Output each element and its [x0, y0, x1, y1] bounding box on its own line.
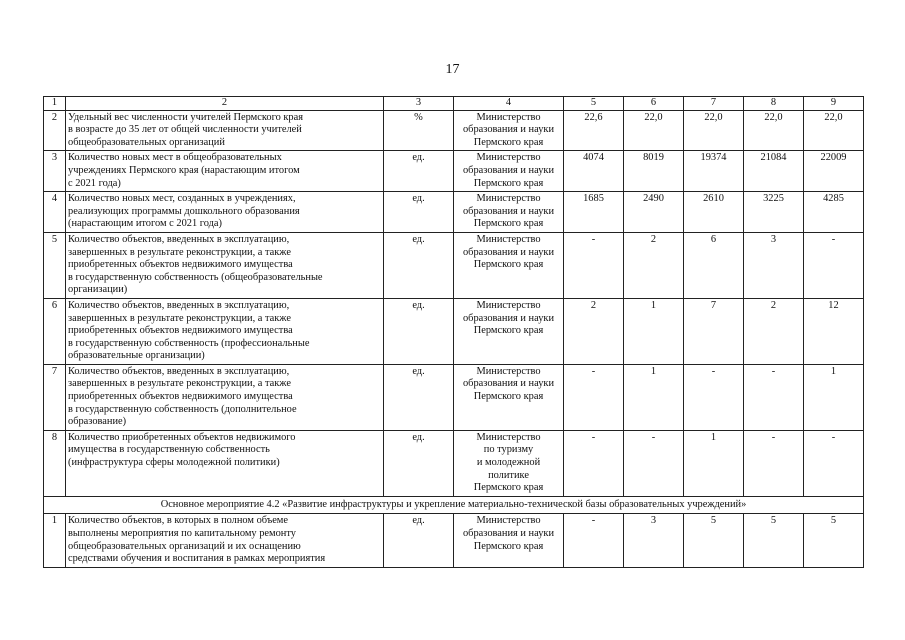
column-header: 4	[454, 97, 564, 111]
row-number: 5	[44, 232, 66, 298]
year-value-cell: -	[804, 430, 864, 496]
column-header: 7	[684, 97, 744, 111]
year-value-cell: 8019	[624, 151, 684, 192]
indicator-name-line: общеобразовательных организаций и их оснащению	[68, 540, 301, 552]
executor-line: Министерство	[476, 193, 541, 205]
year-value-cell: -	[564, 514, 624, 567]
indicator-name-line: реализующих программы дошкольного образования	[68, 205, 300, 217]
table-row	[44, 364, 864, 430]
year-value-cell: -	[684, 364, 744, 430]
year-value-cell: -	[624, 430, 684, 496]
executor-line: Пермского края	[473, 136, 544, 148]
executor-line: Пермского края	[473, 391, 544, 403]
indicator-name-line: Количество новых мест, созданных в учреждениях,	[68, 193, 296, 205]
year-value-cell: 3	[624, 514, 684, 567]
indicator-name-line: в возрасте до 35 лет от общей численности учителей	[68, 124, 302, 136]
indicator-name-line: организации)	[68, 284, 128, 296]
indicator-name	[66, 514, 384, 567]
year-value-cell: 4074	[564, 151, 624, 192]
indicator-name	[66, 192, 384, 233]
indicator-name-line: средствами обучения и воспитания в рамках мероприятия	[68, 553, 326, 565]
indicator-name	[66, 298, 384, 364]
year-value-cell: 22,0	[624, 110, 684, 151]
table-row	[44, 110, 864, 151]
column-header: 5	[564, 97, 624, 111]
executor-line: по туризму	[483, 444, 534, 456]
executor-line: Министерство	[476, 365, 541, 377]
responsible-executor	[454, 430, 564, 496]
year-value-cell: 21084	[744, 151, 804, 192]
table-row	[44, 514, 864, 567]
year-value-cell: 22,0	[744, 110, 804, 151]
indicator-name-line: в государственную собственность (дополнительное	[68, 403, 297, 415]
responsible-executor	[454, 364, 564, 430]
year-value-cell: 1	[804, 364, 864, 430]
responsible-executor	[454, 192, 564, 233]
row-number: 1	[44, 514, 66, 567]
executor-line: образования и науки	[462, 378, 554, 390]
indicator-name-line: Количество объектов, введенных в эксплуатацию,	[68, 299, 290, 311]
row-number: 2	[44, 110, 66, 151]
row-number: 8	[44, 430, 66, 496]
indicator-name-line: в государственную собственность (профессиональные	[68, 337, 310, 349]
indicator-name-line: Удельный вес численности учителей Пермского края	[68, 111, 304, 123]
year-value-cell: 5	[744, 514, 804, 567]
executor-line: и молодежной	[476, 457, 541, 469]
executor-line: образования и науки	[462, 246, 554, 258]
year-value-cell: 5	[804, 514, 864, 567]
unit-of-measure: ед.	[384, 298, 454, 364]
indicator-name-line: общеобразовательных организаций	[68, 136, 225, 148]
unit-of-measure: ед.	[384, 364, 454, 430]
year-value-cell: 22,6	[564, 110, 624, 151]
unit-of-measure: ед.	[384, 151, 454, 192]
year-value-cell: -	[744, 364, 804, 430]
year-value-cell: 2	[744, 298, 804, 364]
indicator-name-line: Количество объектов, введенных в эксплуатацию,	[68, 365, 290, 377]
executor-line: Министерство	[476, 515, 541, 527]
responsible-executor	[454, 298, 564, 364]
column-header: 1	[44, 97, 66, 111]
year-value-cell: 22,0	[684, 110, 744, 151]
indicator-name	[66, 430, 384, 496]
indicator-name-line: (инфраструктура сферы молодежной политики)	[68, 457, 280, 469]
indicator-name-line: (нарастающим итогом с 2021 года)	[68, 218, 223, 230]
executor-line: образования и науки	[462, 164, 554, 176]
responsible-executor	[454, 110, 564, 151]
executor-line: Министерство	[476, 431, 541, 443]
executor-line: Пермского края	[473, 259, 544, 271]
indicator-name-line: имущества в государственную собственность	[68, 444, 270, 456]
indicator-name	[66, 232, 384, 298]
year-value-cell: 5	[684, 514, 744, 567]
year-value-cell: 7	[684, 298, 744, 364]
year-value-cell: 4285	[804, 192, 864, 233]
header-row	[44, 97, 864, 111]
row-number: 6	[44, 298, 66, 364]
year-value-cell: -	[804, 232, 864, 298]
indicator-name-line: приобретенных объектов недвижимого имущества	[68, 325, 293, 337]
indicator-name-line: выполнены мероприятия по капитальному ремонту	[68, 528, 296, 539]
indicator-name-line: образовательные организации)	[68, 350, 205, 362]
indicator-name-line: приобретенных объектов недвижимого имущества	[68, 391, 293, 403]
indicator-name-line: Количество объектов, в которых в полном объеме	[68, 515, 288, 527]
column-header: 3	[384, 97, 454, 111]
executor-line: образования и науки	[462, 205, 554, 217]
column-header: 2	[66, 97, 384, 111]
year-value-cell: -	[564, 232, 624, 298]
executor-line: образования и науки	[462, 124, 554, 136]
section-title: Основное мероприятие 4.2 «Развитие инфраструктуры и укрепление материально-технической базы образовательных учреждений»	[44, 496, 864, 514]
year-value-cell: 1685	[564, 192, 624, 233]
indicator-name-line: в государственную собственность (общеобразовательные	[68, 271, 323, 283]
executor-line: Пермского края	[473, 482, 544, 494]
table-row	[44, 430, 864, 496]
table-row	[44, 298, 864, 364]
unit-of-measure: ед.	[384, 232, 454, 298]
responsible-executor	[454, 232, 564, 298]
executor-line: Министерство	[476, 233, 541, 245]
year-value-cell: 12	[804, 298, 864, 364]
column-header: 6	[624, 97, 684, 111]
year-value-cell: 2	[624, 232, 684, 298]
year-value-cell: 2610	[684, 192, 744, 233]
year-value-cell: -	[564, 364, 624, 430]
responsible-executor	[454, 514, 564, 567]
year-value-cell: 22009	[804, 151, 864, 192]
indicator-name-line: приобретенных объектов недвижимого имущества	[68, 259, 293, 271]
year-value-cell: 6	[684, 232, 744, 298]
year-value-cell: 3	[744, 232, 804, 298]
year-value-cell: 22,0	[804, 110, 864, 151]
executor-line: Министерство	[476, 299, 541, 311]
year-value-cell: 3225	[744, 192, 804, 233]
year-value-cell: -	[564, 430, 624, 496]
indicator-name	[66, 364, 384, 430]
indicator-name-line: завершенных в результате реконструкции, а также	[68, 378, 291, 390]
unit-of-measure: ед.	[384, 514, 454, 567]
executor-line: Пермского края	[473, 540, 544, 552]
executor-line: образования и науки	[462, 312, 554, 324]
indicator-name-line: с 2021 года)	[68, 177, 121, 189]
executor-line: Пермского края	[473, 218, 544, 230]
indicator-name	[66, 110, 384, 151]
year-value-cell: 2	[564, 298, 624, 364]
year-value-cell: 1	[684, 430, 744, 496]
table-row	[44, 232, 864, 298]
row-number: 3	[44, 151, 66, 192]
executor-line: Пермского края	[473, 325, 544, 337]
year-value-cell: 1	[624, 298, 684, 364]
table-row	[44, 151, 864, 192]
unit-of-measure: ед.	[384, 430, 454, 496]
executor-line: политике	[488, 469, 529, 481]
indicator-name-line: учреждениях Пермского края (нарастающим итогом	[68, 164, 300, 176]
indicator-name-line: завершенных в результате реконструкции, а также	[68, 312, 291, 324]
indicator-name-line: завершенных в результате реконструкции, а также	[68, 246, 291, 258]
page-number: 17	[445, 62, 460, 77]
indicators-table	[43, 96, 864, 568]
row-number: 7	[44, 364, 66, 430]
indicator-name-line: образование)	[68, 416, 127, 428]
table-body-section-items	[44, 514, 864, 567]
indicator-name-line: Количество новых мест в общеобразовательных	[68, 152, 282, 164]
section-row	[44, 496, 864, 514]
table-row	[44, 192, 864, 233]
responsible-executor	[454, 151, 564, 192]
table-body-indicators	[44, 110, 864, 496]
year-value-cell: 19374	[684, 151, 744, 192]
indicator-name	[66, 151, 384, 192]
unit-of-measure: ед.	[384, 192, 454, 233]
unit-of-measure: %	[384, 110, 454, 151]
year-value-cell: 1	[624, 364, 684, 430]
table-body-section	[44, 496, 864, 514]
executor-line: Министерство	[476, 152, 541, 164]
indicator-name-line: Количество приобретенных объектов недвижимого	[68, 431, 296, 443]
row-number: 4	[44, 192, 66, 233]
indicator-name-line: Количество объектов, введенных в эксплуатацию,	[68, 233, 290, 245]
column-header: 9	[804, 97, 864, 111]
executor-line: образования и науки	[462, 528, 554, 539]
column-header: 8	[744, 97, 804, 111]
executor-line: Министерство	[476, 111, 541, 123]
executor-line: Пермского края	[473, 177, 544, 189]
year-value-cell: -	[744, 430, 804, 496]
year-value-cell: 2490	[624, 192, 684, 233]
